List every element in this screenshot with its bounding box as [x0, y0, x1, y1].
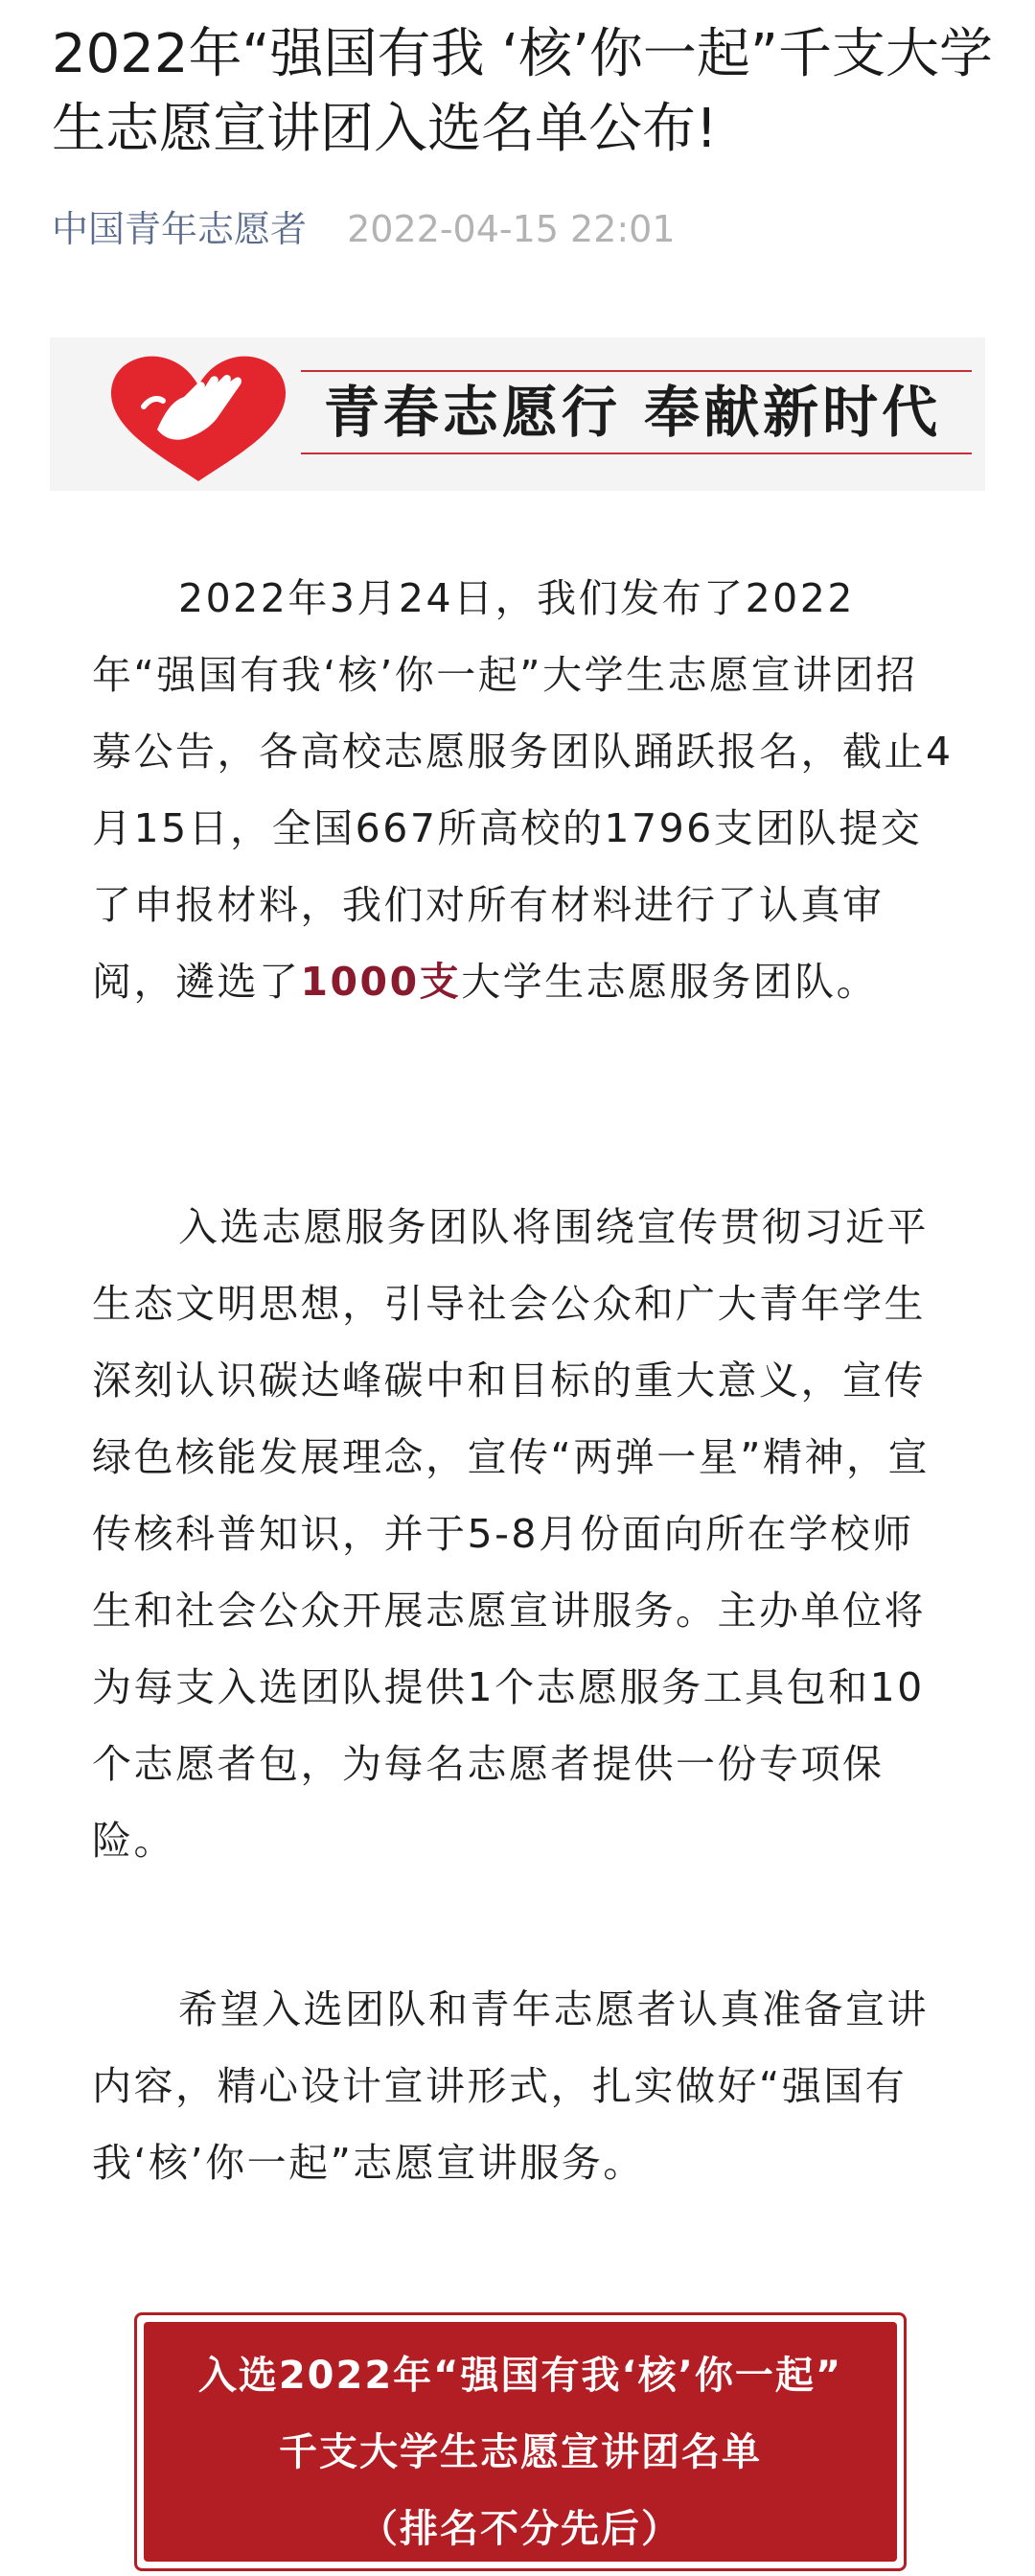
- banner-divider-top: [301, 370, 972, 372]
- callout-line-1: 入选2022年“强国有我‘核’你一起”: [197, 2354, 843, 2398]
- article-meta: [52, 205, 676, 253]
- article-title: 2022年“强国有我 ‘核’你一起”千支大学生志愿宣讲团入选名单公布!: [52, 23, 993, 160]
- slogan-banner: [50, 337, 985, 491]
- body-paragraph: [92, 560, 954, 1020]
- callout-box: [144, 2322, 897, 2562]
- highlight-count: 1000支: [300, 959, 462, 1005]
- body-paragraph: 希望入选团队和青年志愿者认真准备宣讲内容，精心设计宣讲形式，扎实做好“强国有我‘核’你一起”志愿宣讲服务。: [92, 1986, 929, 2186]
- callout-line-3: （排名不分先后）: [359, 2507, 681, 2551]
- paragraph-text: 2022年3月24日，我们发布了2022年“强国有我‘核’你一起”大学生志愿宣讲团招募公告，各高校志愿服务团队踊跃报名，截止4月15日，全国667所高校的1796支团队提交了申报材料，我们对所有材料进行了认真审阅，遴选了: [92, 575, 954, 1005]
- banner-divider-bottom: [301, 453, 972, 454]
- paragraph-text: 大学生志愿服务团队。: [461, 959, 879, 1005]
- hand-heart-logo-icon: [98, 345, 299, 489]
- selection-list-callout: [134, 2312, 907, 2571]
- author-link[interactable]: 中国青年志愿者: [52, 208, 308, 250]
- publish-time: 2022-04-15 22:01: [347, 208, 676, 250]
- body-paragraph: 入选志愿服务团队将围绕宣传贯彻习近平生态文明思想，引导社会公众和广大青年学生深刻认识碳达峰碳中和目标的重大意义，宣传绿色核能发展理念，宣传“两弹一星”精神，宣传核科普知识，并于5-8月份面向所在学校师生和社会公众开展志愿宣讲服务。主办单位将为每支入选团队提供1个志愿服务工具包和10个志愿者包，为每名志愿者提供一份专项保险。: [92, 1204, 930, 1864]
- callout-line-2: 千支大学生志愿宣讲团名单: [279, 2430, 762, 2474]
- banner-slogan: 青春志愿行 奉献新时代: [323, 380, 942, 445]
